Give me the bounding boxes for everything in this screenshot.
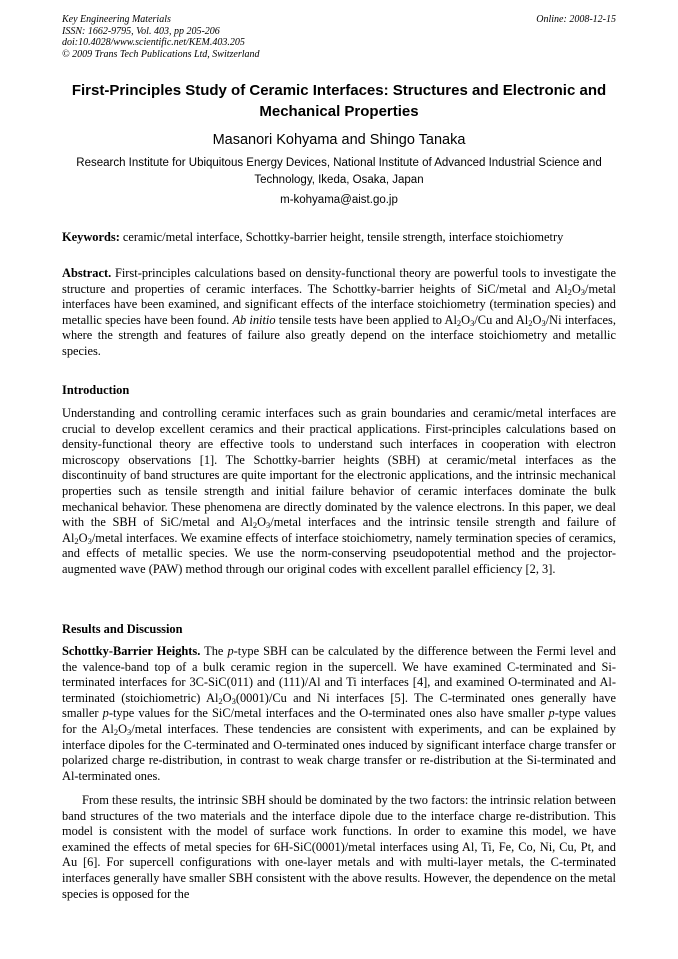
paper-title: First-Principles Study of Ceramic Interfaces: Structures and Electronic and Mechanical Properties: [71, 82, 607, 120]
journal-name: Key Engineering Materials: [62, 14, 171, 25]
keywords: [62, 230, 616, 246]
keywords-text: ceramic/metal interface, Schottky-barrier height, tensile strength, interface stoichiometry: [119, 230, 564, 244]
italic-p: p: [548, 706, 555, 721]
introduction-paragraph: [62, 406, 616, 578]
results-text: O: [222, 690, 232, 705]
italic-p: p: [227, 644, 234, 658]
abstract-italic: Ab initio: [232, 312, 276, 327]
subscript: 3: [87, 535, 92, 546]
subscript: 2: [567, 286, 572, 297]
author-email: m-kohyama@aist.go.jp: [280, 194, 398, 206]
subscript: 2: [218, 695, 223, 706]
introduction-heading: Introduction: [62, 383, 130, 397]
authors: Masanori Kohyama and Shingo Tanaka: [212, 132, 466, 148]
abstract-text: O: [571, 281, 581, 296]
subscript: 3: [266, 520, 271, 531]
results-text: -type SBH can be calculated by the difference between the Fermi level and the valence-band top of a bulk ceramic region in the supercell. We have examined C-terminated and Si-terminated interfaces for 3C-SiC(011) and (111)/Al and Ti interfaces [4], and examined O-terminated and Al-terminated (stoichiometric) Al: [62, 644, 616, 705]
results-heading: Results and Discussion: [62, 622, 183, 636]
subscript: 2: [74, 535, 79, 546]
abstract-text: O: [532, 312, 542, 327]
results-text: The: [200, 644, 228, 658]
subscript: 3: [127, 726, 132, 737]
abstract-text: /Ni interfaces, where the strength and features of failure also greatly depend on the interface stoichiometry and metallic species.: [62, 312, 616, 358]
intro-text: O: [78, 530, 88, 545]
copyright-line: © 2009 Trans Tech Publications Ltd, Switzerland: [62, 48, 260, 60]
results-text: (0001)/Cu and Ni interfaces [5]. The C-terminated ones generally have smaller: [62, 690, 616, 721]
results-text: O: [118, 721, 128, 736]
subscript: 2: [528, 317, 533, 328]
abstract-text: /metal interfaces have been examined, and significant effects of the interface stoichiometry (termination species) and metallic species have been found.: [62, 281, 616, 327]
issn-line: ISSN: 1662-9795, Vol. 403, pp 205-206: [62, 25, 220, 37]
intro-text: /metal interfaces. We examine effects of interface stoichiometry, namely termination species of ceramics, and effects of metallic species. We use the norm-conserving pseudopotential method and the projector-augmented wave (PAW) method through our original codes with excellent parallel efficiency [2, 3].: [62, 530, 616, 576]
results-text: -type values for the SiC/metal interfaces and the O-terminated ones also have smaller: [108, 706, 549, 721]
results-text: /metal interfaces. These tendencies are consistent with experiments, and can be explained by interface dipoles for the C-terminated and O-terminated ones induced by significant interface charge transfer or polarized charge re-distribution, in contrast to weak charge transfer or re-distribution at the Si-terminated and Al-terminated ones.: [62, 721, 616, 783]
doi-line: doi:10.4028/www.scientific.net/KEM.403.205: [62, 37, 245, 48]
abstract-label: Abstract.: [62, 266, 112, 280]
subscript: 3: [541, 317, 546, 328]
italic-p: p: [102, 706, 109, 721]
intro-text: /metal interfaces and the intrinsic tensile strength and failure of Al: [62, 515, 616, 545]
subscript: 2: [113, 726, 119, 737]
abstract-text: O: [461, 312, 471, 327]
abstract-text: First-principles calculations based on density-functional theory are powerful tools to investigate the structure and properties of ceramic interfaces. The Schottky-barrier heights of SiC/metal and Al: [62, 266, 616, 296]
results-text: -type values for the Al: [62, 706, 616, 736]
abstract-text: tensile tests have been applied to Al: [275, 312, 457, 327]
online-date: Online: 2008-12-15: [536, 14, 616, 25]
intro-text: Understanding and controlling ceramic interfaces such as grain boundaries and ceramic/metal interfaces are crucial to develop excellent ceramics and their practical applications. First-principles calculations based on density-functional theory are effective tools to understand such interfaces in cooperation with electron microscopy observations [1]. The Schottky-barrier heights (SBH) at ceramic/metal interfaces as the discontinuity of band structures are quite important for the electronic applications, and the intrinsic mechanical properties such as tensile strength and initial failure behavior of ceramic interfaces dominate the bulk mechanical behavior. These phenomena are directly dominated by the valence electrons. In this paper, we deal with the SBH of SiC/metal and Al: [62, 406, 616, 530]
results-paragraph-2: From these results, the intrinsic SBH should be dominated by the two factors: the intrinsic relation between band structures of the two materials and the interface dipole due to the interface charge re-distribution. This model is consistent with the model of surface work functions. In order to examine this model, we have examined the effects of metal species for 6H-SiC(0001)/metal interfaces using Al, Ti, Fe, Co, Ni, Cu, Pt, and Au [6]. For supercell configurations with one-layer metals and with multi-layer metals, the C-terminated interfaces generally have smaller SBH consistent with the above results. However, the dependence on the metal species is opposed for the: [62, 793, 616, 901]
sbh-label: Schottky-Barrier Heights.: [62, 644, 201, 658]
subscript: 2: [456, 317, 462, 328]
subscript: 3: [470, 317, 475, 328]
subscript: 3: [580, 286, 586, 297]
subscript: 3: [231, 695, 236, 706]
abstract: [62, 266, 616, 360]
intro-text: O: [257, 515, 267, 530]
keywords-label: Keywords:: [62, 230, 120, 244]
affiliation: Research Institute for Ubiquitous Energy Devices, National Institute of Advanced Industrial Science and Technology, Ikeda, Osaka, Japan: [76, 157, 602, 186]
journal-header: [62, 14, 616, 60]
results-paragraph: [62, 644, 616, 784]
abstract-text: /Cu and Al: [474, 312, 529, 327]
subscript: 2: [252, 520, 258, 531]
